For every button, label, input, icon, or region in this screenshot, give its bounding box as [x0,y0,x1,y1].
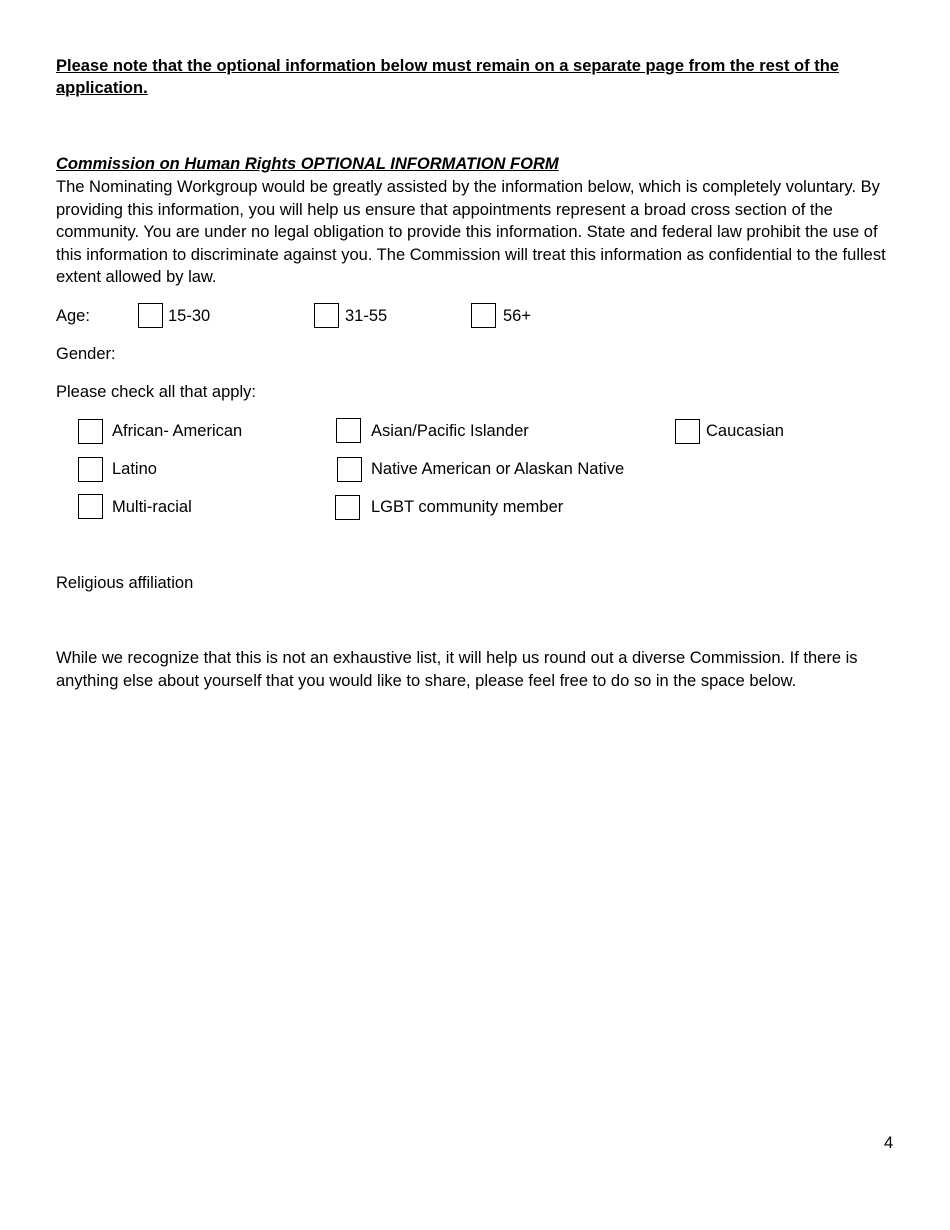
african-american-checkbox[interactable] [78,419,103,444]
african-american-label: African- American [112,422,243,440]
age-15-30-checkbox[interactable] [138,303,163,328]
caucasian-checkbox[interactable] [675,419,700,444]
age-15-30-label: 15-30 [168,307,211,325]
form-title: Commission on Human Rights OPTIONAL INFORMATION FORM [56,155,559,173]
age-label: Age: [56,307,90,325]
lgbt-community-member-label: LGBT community member [371,498,564,516]
asian-pacific-islander-checkbox[interactable] [336,418,361,443]
closing-paragraph: While we recognize that this is not an exhaustive list, it will help us round out a diverse Commission. If there is anything else about yourself that you would like to share, please feel free to do so in the space below. [56,649,858,690]
religious-affiliation-label: Religious affiliation [56,574,194,592]
separate-page-notice: Please note that the optional information below must remain on a separate page from the rest of the application. [56,57,839,97]
age-56-plus-label: 56+ [503,307,531,325]
check-all-prompt: Please check all that apply: [56,383,256,401]
latino-checkbox[interactable] [78,457,103,482]
native-american-label: Native American or Alaskan Native [371,460,625,478]
age-56-plus-checkbox[interactable] [471,303,496,328]
asian-pacific-islander-label: Asian/Pacific Islander [371,422,529,440]
intro-paragraph: The Nominating Workgroup would be greatly assisted by the information below, which is completely voluntary. By providing this information, you will help us ensure that appointments represent a broad cross section of the community. You are under no legal obligation to provide this information. State and federal law prohibit the use of this information to discriminate against you. The Commission will treat this information as confidential to the fullest extent allowed by law. [56,178,886,287]
multi-racial-checkbox[interactable] [78,494,103,519]
caucasian-label: Caucasian [706,422,784,440]
page-number: 4 [884,1134,894,1152]
age-31-55-label: 31-55 [345,307,388,325]
native-american-checkbox[interactable] [337,457,362,482]
gender-label: Gender: [56,345,116,363]
multi-racial-label: Multi-racial [112,498,192,516]
age-31-55-checkbox[interactable] [314,303,339,328]
lgbt-community-member-checkbox[interactable] [335,495,360,520]
latino-label: Latino [112,460,157,478]
